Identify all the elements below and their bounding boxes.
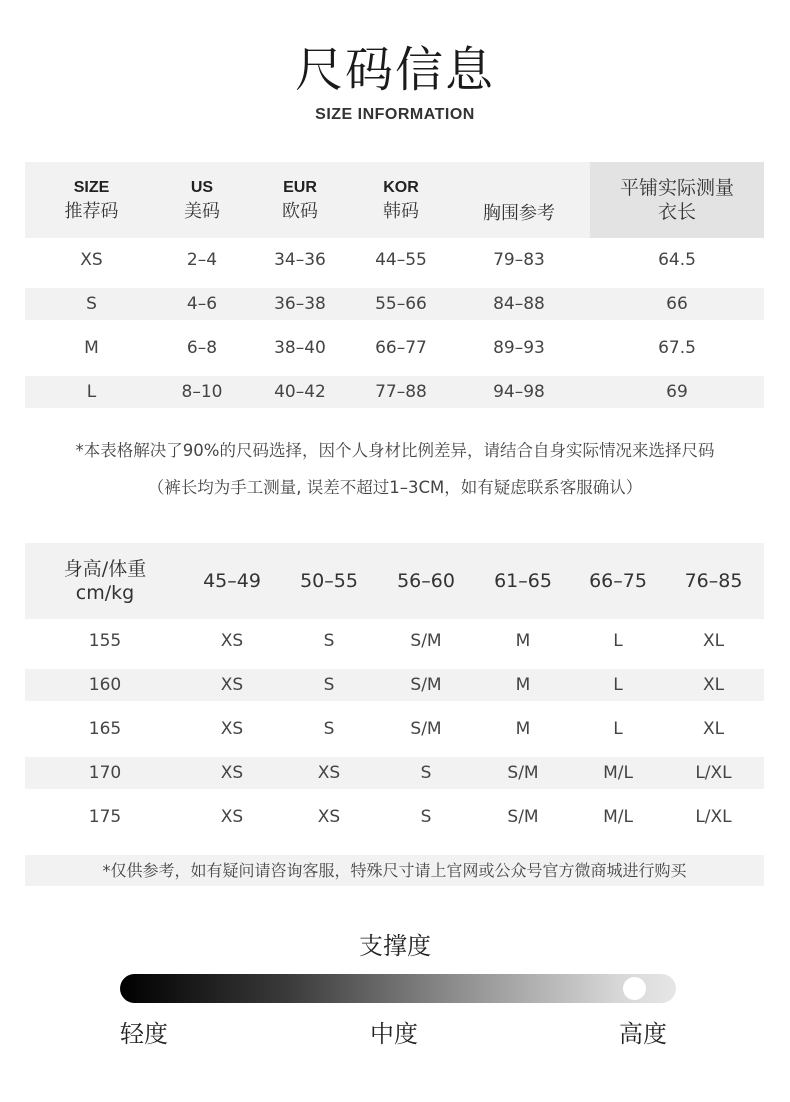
support-label-light: 轻度 xyxy=(120,1020,168,1048)
size-cell: XL xyxy=(702,631,725,651)
table-cell: 89–93 xyxy=(493,338,545,358)
size-cell: XL xyxy=(702,675,725,695)
size-table-header xyxy=(25,162,764,238)
weight-header: 66–75 xyxy=(589,570,647,592)
size-cell: M/L xyxy=(603,763,633,783)
table-cell: 79–83 xyxy=(493,250,545,270)
table-cell: S xyxy=(86,294,97,314)
weight-header: 76–85 xyxy=(684,570,743,592)
size-cell: S/M xyxy=(410,675,442,695)
fit-note: *仅供参考，如有疑问请咨询客服，特殊尺寸请上官网或公众号官方微商城进行购买 xyxy=(25,855,764,886)
table-cell: 94–98 xyxy=(493,382,545,402)
table-row xyxy=(25,757,764,789)
table-cell: 77–88 xyxy=(375,382,427,402)
header-cn: 韩码 xyxy=(383,201,419,222)
size-cell: XS xyxy=(317,807,341,827)
table-cell: 69 xyxy=(666,382,688,402)
table-row xyxy=(25,619,764,663)
weight-header: 45–49 xyxy=(203,570,261,592)
size-cell: L/XL xyxy=(695,807,732,827)
table-cell: 67.5 xyxy=(658,338,696,358)
header-en: SIZE xyxy=(73,179,110,196)
table-cell: 8–10 xyxy=(181,382,223,402)
table-cell: 6–8 xyxy=(186,338,218,358)
size-cell: S/M xyxy=(410,719,442,739)
header-en: US xyxy=(190,179,214,196)
support-level-knob xyxy=(623,977,646,1000)
header-line1: 平铺实际测量 xyxy=(619,177,734,199)
size-cell: S/M xyxy=(507,807,539,827)
size-cell: S/M xyxy=(507,763,539,783)
corner-line2: cm/kg xyxy=(75,582,135,604)
table-row xyxy=(25,376,764,408)
header-kor xyxy=(354,162,448,238)
size-cell: M xyxy=(515,675,531,695)
table-row xyxy=(25,238,764,282)
table-cell: 66 xyxy=(666,294,688,314)
size-cell: S xyxy=(420,807,432,827)
header-cn: 美码 xyxy=(184,201,220,222)
size-cell: L xyxy=(613,719,623,739)
size-cell: M/L xyxy=(603,807,633,827)
page-subtitle: SIZE INFORMATION xyxy=(315,106,475,123)
table-cell: XS xyxy=(80,250,103,270)
size-cell: XS xyxy=(220,631,244,651)
support-label-high: 高度 xyxy=(619,1020,667,1048)
size-cell: S/M xyxy=(410,631,442,651)
size-cell: L xyxy=(613,631,623,651)
support-gradient-bar xyxy=(120,974,676,1003)
table-cell: 2–4 xyxy=(186,250,218,270)
table-cell: 66–77 xyxy=(375,338,427,358)
header-us xyxy=(158,162,246,238)
table-cell: 4–6 xyxy=(186,294,218,314)
size-cell: XS xyxy=(220,807,244,827)
size-cell: XS xyxy=(220,719,244,739)
table-cell: 44–55 xyxy=(375,250,427,270)
size-cell: XL xyxy=(702,719,725,739)
table-cell: 64.5 xyxy=(658,250,696,270)
fit-table-body xyxy=(25,619,764,839)
size-table-body xyxy=(25,238,764,408)
table-row xyxy=(25,795,764,839)
header-en: KOR xyxy=(383,179,419,196)
table-row xyxy=(25,669,764,701)
size-cell: XS xyxy=(220,675,244,695)
table-row xyxy=(25,707,764,751)
height-cell: 155 xyxy=(88,631,122,651)
weight-header: 50–55 xyxy=(300,570,358,592)
table-cell: 40–42 xyxy=(274,382,326,402)
header-cn: 推荐码 xyxy=(64,201,119,222)
fit-table-header xyxy=(25,543,764,619)
header-chest xyxy=(448,162,590,238)
corner-line1: 身高/体重 xyxy=(63,558,147,580)
corner-cell xyxy=(25,557,185,605)
table-cell: 38–40 xyxy=(274,338,326,358)
size-cell: L xyxy=(613,675,623,695)
weight-header: 61–65 xyxy=(494,570,552,592)
table-cell: 36–38 xyxy=(274,294,326,314)
size-cell: XS xyxy=(220,763,244,783)
height-cell: 175 xyxy=(88,807,122,827)
page-title: 尺码信息 xyxy=(294,42,495,98)
height-cell: 165 xyxy=(88,719,122,739)
weight-header: 56–60 xyxy=(397,570,455,592)
size-cell: L/XL xyxy=(695,763,732,783)
height-cell: 170 xyxy=(88,763,122,783)
size-cell: S xyxy=(323,719,335,739)
header-length xyxy=(590,162,764,238)
table-row xyxy=(25,288,764,320)
size-cell: XS xyxy=(317,763,341,783)
table-cell: 84–88 xyxy=(493,294,545,314)
header-cn: 欧码 xyxy=(282,201,318,222)
header-cn: 胸围参考 xyxy=(483,203,555,224)
support-title: 支撑度 xyxy=(359,932,431,960)
header-en: EUR xyxy=(283,179,317,196)
height-cell: 160 xyxy=(88,675,122,695)
header-eur xyxy=(246,162,354,238)
size-cell: S xyxy=(420,763,432,783)
table-row xyxy=(25,326,764,370)
support-label-medium: 中度 xyxy=(370,1020,418,1048)
size-table xyxy=(25,162,764,414)
table-cell: M xyxy=(84,338,99,358)
size-cell: S xyxy=(323,675,335,695)
size-note-line1: *本表格解决了90%的尺码选择，因个人身材比例差异，请结合自身实际情况来选择尺码 xyxy=(75,441,715,460)
table-cell: 34–36 xyxy=(274,250,326,270)
fit-table xyxy=(25,543,764,839)
table-cell: 55–66 xyxy=(375,294,427,314)
size-cell: S xyxy=(323,631,335,651)
header-line2: 衣长 xyxy=(657,201,696,223)
header-size xyxy=(25,162,158,238)
size-note-line2: （裤长均为手工测量, 误差不超过1–3CM，如有疑虑联系客服确认） xyxy=(147,478,643,497)
size-cell: M xyxy=(515,631,531,651)
size-cell: M xyxy=(515,719,531,739)
table-cell: L xyxy=(86,382,97,402)
